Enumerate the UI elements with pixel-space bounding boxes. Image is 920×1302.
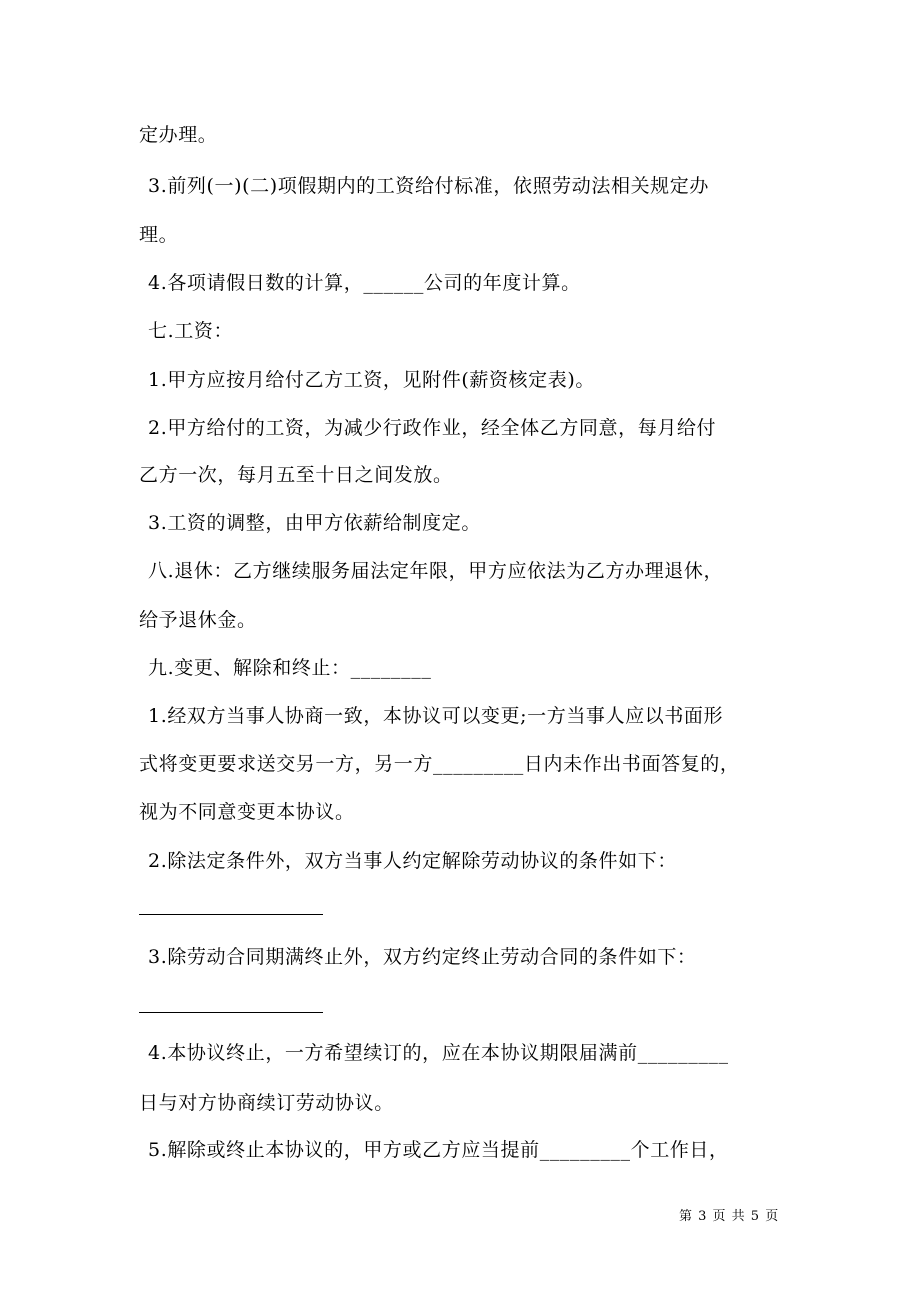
text-line-9: 3.工资的调整，由甲方依薪给制度定。: [148, 512, 481, 534]
blank-fill-line: [139, 914, 323, 915]
text-line-1: 定办理。: [139, 124, 218, 146]
text-line-18: 4.本协议终止，一方希望续订的，应在本协议期限届满前_________: [148, 1042, 729, 1064]
text-line-15: 视为不同意变更本协议。: [139, 801, 355, 823]
text-line-14: 式将变更要求送交另一方，另一方_________日内未作出书面答复的，: [139, 753, 740, 775]
section-heading-retirement: 八.退休：乙方继续服务届法定年限，甲方应依法为乙方办理退休，: [148, 560, 724, 582]
text-line-6: 1.甲方应按月给付乙方工资，见附件(薪资核定表)。: [148, 369, 595, 391]
text-line-19: 日与对方协商续订劳动协议。: [139, 1092, 394, 1114]
text-line-3: 理。: [139, 224, 179, 246]
text-line-4: 4.各项请假日数的计算，______公司的年度计算。: [148, 272, 581, 294]
text-line-17: 3.除劳动合同期满终止外，双方约定终止劳动合同的条件如下：: [148, 946, 697, 968]
text-line-7: 2.甲方给付的工资，为减少行政作业，经全体乙方同意，每月给付: [148, 417, 717, 439]
text-line-20: 5.解除或终止本协议的，甲方或乙方应当提前_________个工作日，: [148, 1139, 729, 1161]
page-indicator: 第 3 页 共 5 页: [679, 1209, 780, 1224]
text-line-2: 3.前列(一)(二)项假期内的工资给付标准，依照劳动法相关规定办: [148, 175, 709, 197]
text-line-16: 2.除法定条件外，双方当事人约定解除劳动协议的条件如下：: [148, 850, 677, 872]
text-line-8: 乙方一次，每月五至十日之间发放。: [139, 464, 453, 486]
section-heading-wages: 七.工资：: [148, 320, 234, 342]
section-heading-termination: 九.变更、解除和终止：________: [148, 657, 432, 679]
text-line-13: 1.经双方当事人协商一致，本协议可以变更;一方当事人应以书面形: [148, 705, 724, 727]
blank-fill-line: [139, 1012, 323, 1013]
text-line-11: 给予退休金。: [139, 609, 257, 631]
